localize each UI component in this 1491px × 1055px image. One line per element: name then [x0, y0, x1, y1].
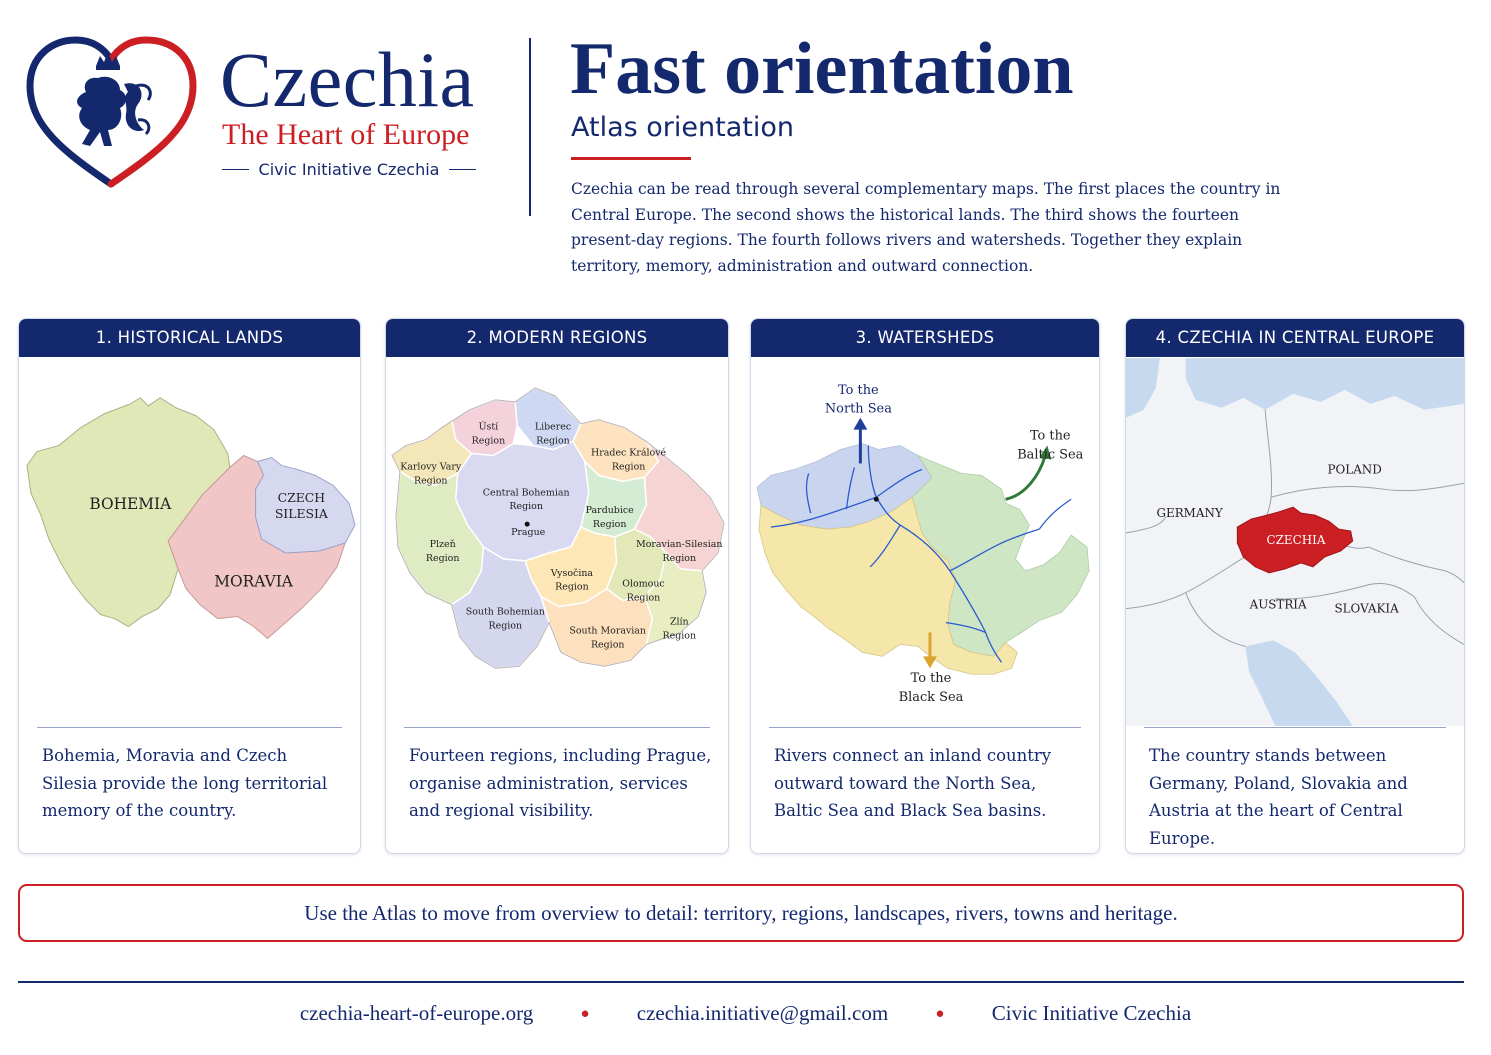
- atlas-callout: Use the Atlas to move from overview to detail: territory, regions, landscapes, rivers, towns and heritage.: [18, 884, 1464, 942]
- divider: [1144, 727, 1446, 728]
- footer-email-link[interactable]: czechia.initiative@gmail.com: [636, 1001, 889, 1025]
- region-label: Region: [413, 475, 448, 487]
- region-label: Liberec: [534, 421, 572, 433]
- page-title: Fast orientation: [570, 28, 1074, 110]
- footer-divider: [18, 981, 1464, 983]
- card-modern-regions: [385, 318, 729, 854]
- region-label: Prague: [511, 527, 546, 539]
- card-title: 3. WATERSHEDS: [751, 319, 1099, 357]
- card-description: Rivers connect an inland country outward toward the North Sea, Baltic Sea and Black Sea basins.: [774, 746, 1052, 820]
- lion-emblem-icon: [77, 77, 150, 146]
- historical-lands-map[interactable]: [19, 357, 360, 727]
- watershed-label: To the: [910, 671, 952, 687]
- divider: [449, 169, 476, 170]
- footer-org: Civic Initiative Czechia: [991, 1001, 1192, 1025]
- region-label: Region: [662, 552, 697, 564]
- watershed-label: Black Sea: [898, 690, 964, 706]
- region-label: Central Bohemian: [482, 487, 570, 499]
- divider: [769, 727, 1081, 728]
- region-label: Region: [611, 461, 646, 473]
- country-label: POLAND: [1327, 462, 1382, 477]
- moravia-label: MORAVIA: [214, 572, 293, 591]
- region-label: Region: [536, 435, 570, 447]
- country-label: GERMANY: [1156, 506, 1223, 521]
- brand-civic-text: Civic Initiative Czechia: [258, 160, 440, 179]
- divider: [222, 169, 249, 170]
- footer: [0, 998, 1491, 1029]
- region-label: Region: [509, 501, 543, 513]
- country-label: AUSTRIA: [1249, 597, 1307, 612]
- region-label: Karlovy Vary: [400, 461, 462, 473]
- central-europe-map[interactable]: [1126, 357, 1464, 727]
- region-label: Region: [471, 435, 506, 447]
- region-label: Vysočina: [550, 567, 594, 579]
- region-label: Olomouc: [622, 578, 665, 590]
- watersheds-map[interactable]: [751, 357, 1099, 727]
- watershed-label: To the: [838, 382, 879, 398]
- region-label: Region: [662, 630, 697, 642]
- region-label: Region: [555, 581, 589, 593]
- watershed-label: Baltic Sea: [1017, 447, 1084, 463]
- region-label: Region: [592, 519, 627, 531]
- bullet-icon: ●: [580, 1006, 590, 1022]
- brand-tagline: The Heart of Europe: [222, 118, 470, 151]
- card-title: 2. MODERN REGIONS: [386, 319, 728, 357]
- bullet-icon: ●: [935, 1006, 945, 1022]
- region-label: Plzeň: [429, 538, 456, 550]
- title-underline: [571, 157, 691, 160]
- card-watersheds: [750, 318, 1100, 854]
- region-label: Pardubice: [585, 505, 634, 517]
- heart-logo: [24, 34, 199, 189]
- watershed-label: North Sea: [824, 401, 892, 417]
- divider: [404, 727, 710, 728]
- card-description: Fourteen regions, including Prague, organise administration, services and regional visibility.: [409, 746, 712, 820]
- region-label: Region: [626, 592, 661, 604]
- intro-paragraph: Czechia can be read through several complementary maps. The first places the country in Central Europe. The second shows the historical lands. The third shows the fourteen present-day regions. The fourth follows rivers and watersheds. Together they explain territory, memory, administration and outward connection.: [571, 180, 1281, 275]
- region-label: Region: [425, 552, 460, 564]
- card-description: The country stands between Germany, Poland, Slovakia and Austria at the heart of Central Europe.: [1149, 746, 1408, 848]
- region-label: Ústí: [478, 421, 499, 433]
- region-label: Zlín: [669, 616, 689, 628]
- watershed-label: To the: [1029, 428, 1071, 444]
- page-subtitle: Atlas orientation: [571, 112, 794, 143]
- silesia-label-line1: CZECH: [277, 490, 326, 506]
- card-description: Bohemia, Moravia and Czech Silesia provide the long territorial memory of the country.: [42, 746, 328, 820]
- country-label-czechia: CZECHIA: [1266, 532, 1326, 547]
- capital-dot-icon: [874, 497, 879, 502]
- card-central-europe: [1125, 318, 1465, 854]
- card-title: 1. HISTORICAL LANDS: [19, 319, 360, 357]
- capital-dot-icon: [525, 522, 530, 527]
- region-label: Region: [590, 639, 625, 651]
- region-label: South Moravian: [569, 625, 647, 637]
- footer-website-link[interactable]: czechia-heart-of-europe.org: [299, 1001, 534, 1025]
- region-label: Region: [488, 620, 523, 632]
- region-label: South Bohemian: [465, 606, 545, 618]
- silesia-label-line2: SILESIA: [274, 506, 328, 522]
- bohemia-label: BOHEMIA: [89, 495, 172, 514]
- country-label: SLOVAKIA: [1334, 601, 1399, 616]
- card-title: 4. CZECHIA IN CENTRAL EUROPE: [1126, 319, 1464, 357]
- brand-civic-line: [222, 160, 476, 179]
- region-label: Hradec Králové: [591, 447, 667, 459]
- card-historical-lands: [18, 318, 361, 854]
- brand-name: Czechia: [220, 36, 475, 123]
- header-divider: [529, 38, 531, 216]
- region-label: Moravian-Silesian: [636, 538, 723, 550]
- modern-regions-map[interactable]: [386, 357, 728, 727]
- divider: [37, 727, 342, 728]
